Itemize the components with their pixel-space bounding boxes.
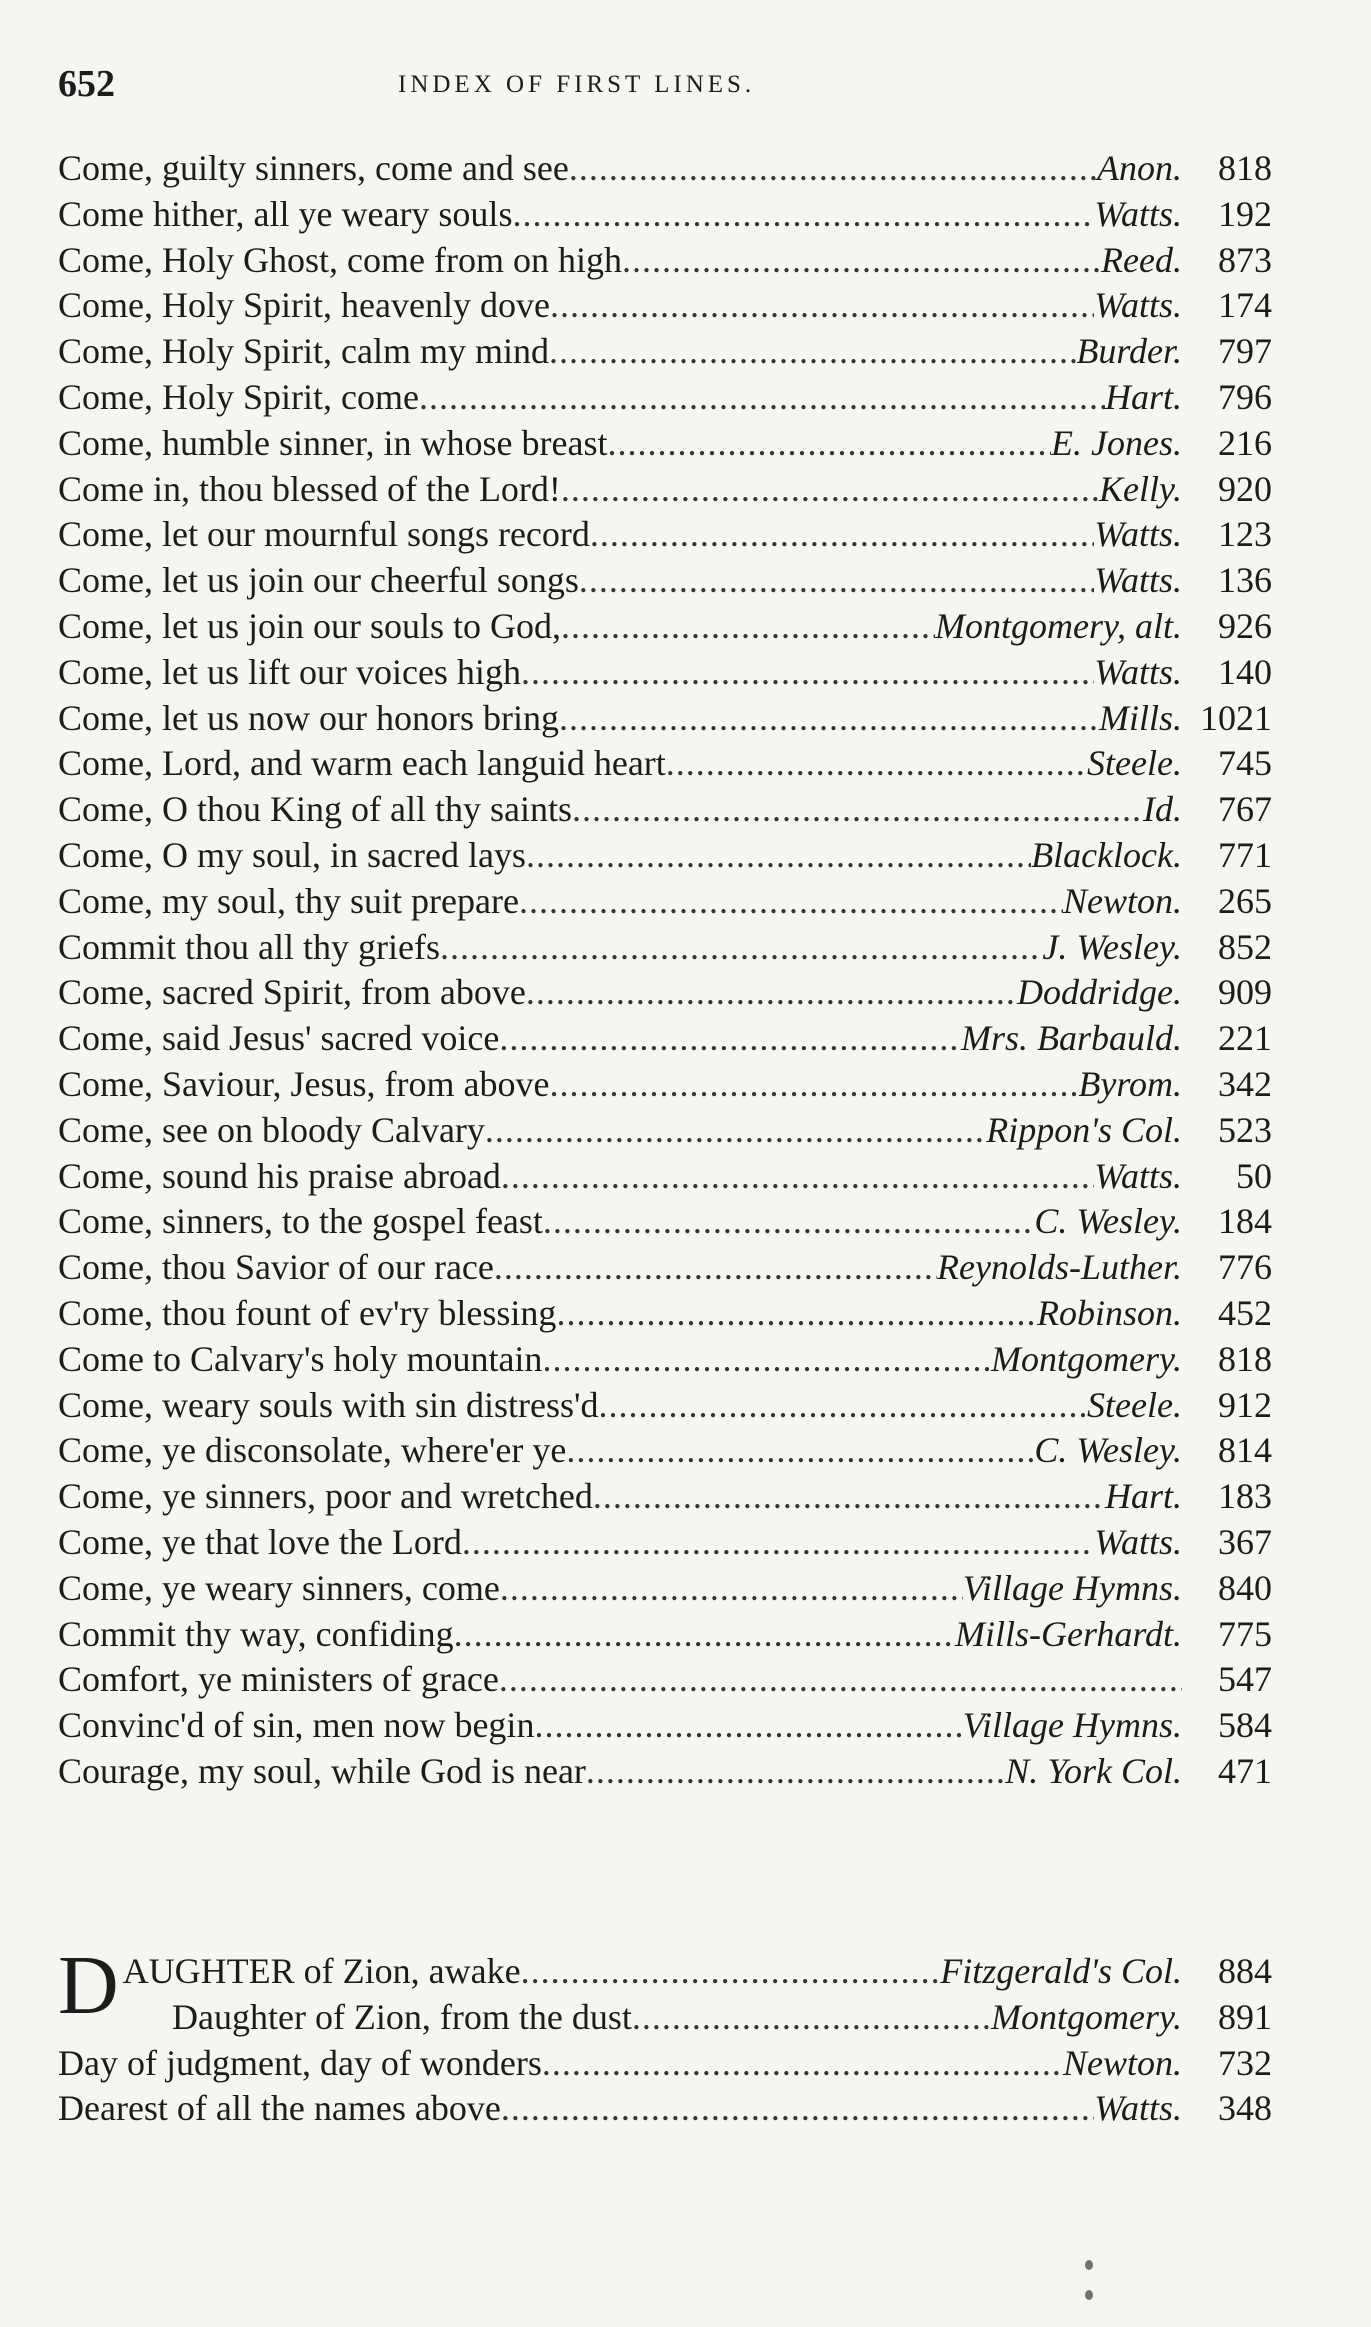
first-line-text: Come, O my soul, in sacred lays	[58, 834, 526, 875]
hymn-number: 471	[1218, 1750, 1272, 1791]
first-line-text: Commit thou all thy griefs	[58, 926, 440, 967]
index-entry	[58, 1062, 1272, 1108]
dot-leader	[519, 879, 1063, 925]
first-line-text: Come, let us join our souls to God,	[58, 605, 561, 646]
author-name: Montgomery.	[991, 1338, 1182, 1379]
first-line-text: Come, O thou King of all thy saints	[58, 789, 572, 830]
author-name: Mills.	[1098, 697, 1182, 738]
index-entry	[58, 2086, 1272, 2132]
first-line-text: Convinc'd of sin, men now begin	[58, 1705, 535, 1746]
index-entry	[58, 1154, 1272, 1200]
hymn-number: 775	[1218, 1613, 1272, 1654]
hymn-number: 796	[1218, 376, 1272, 417]
drop-capital: D	[58, 1939, 119, 2032]
author-name: Rippon's Col.	[986, 1109, 1182, 1150]
author-name: Mills-Gerhardt.	[954, 1613, 1182, 1654]
hymn-number: 523	[1218, 1109, 1272, 1150]
dot-leader	[598, 1383, 1087, 1429]
author-name: Steele.	[1087, 1384, 1182, 1425]
author-name: Montgomery, alt.	[935, 605, 1182, 646]
dot-leader	[579, 558, 1094, 604]
dot-leader	[556, 1291, 1037, 1337]
hymn-number: 123	[1218, 514, 1272, 555]
index-entry	[58, 1428, 1272, 1474]
dot-leader	[566, 1428, 1034, 1474]
index-entry	[58, 1474, 1272, 1520]
dot-leader	[569, 146, 1097, 192]
author-name: N. York Col.	[1005, 1750, 1182, 1791]
author-name: Watts.	[1094, 1521, 1182, 1562]
dot-leader	[501, 1154, 1094, 1200]
author-name: Newton.	[1062, 2042, 1182, 2083]
dot-leader	[526, 833, 1031, 879]
dot-leader	[499, 1016, 961, 1062]
page-header	[58, 62, 1272, 106]
index-entry	[58, 650, 1272, 696]
dot-leader	[550, 283, 1094, 329]
dot-leader	[607, 421, 1051, 467]
index-page	[58, 62, 1272, 2129]
index-entry	[58, 283, 1272, 329]
author-name: Hart.	[1104, 376, 1182, 417]
dot-leader	[485, 1108, 986, 1154]
hymn-number: 1021	[1200, 697, 1272, 738]
dot-leader	[499, 1657, 1182, 1703]
hymn-number: 818	[1218, 148, 1272, 188]
dot-leader	[543, 1199, 1034, 1245]
index-entry	[58, 1749, 1272, 1795]
first-line-text: Come, Holy Spirit, calm my mind	[58, 331, 549, 372]
first-line-text: Come, my soul, thy suit prepare	[58, 880, 519, 921]
first-line-text: Come, said Jesus' sacred voice	[58, 1018, 500, 1059]
first-line-text: Come, see on bloody Calvary	[58, 1109, 485, 1150]
dot-leader	[521, 1949, 941, 1995]
dot-leader	[526, 970, 1017, 1016]
first-line-text: Come, let our mournful songs record	[58, 514, 590, 555]
dot-leader	[572, 787, 1143, 833]
index-entry	[58, 1703, 1272, 1749]
first-line-text: Come to Calvary's holy mountain	[58, 1338, 543, 1379]
dot-leader	[521, 650, 1094, 696]
index-entry	[58, 787, 1272, 833]
first-line-text: Come, humble sinner, in whose breast	[58, 422, 608, 463]
dot-leader	[500, 1566, 963, 1612]
hymn-number: 771	[1218, 834, 1272, 875]
author-name: Id.	[1143, 789, 1182, 830]
dot-leader	[549, 1062, 1078, 1108]
index-entry	[58, 375, 1272, 421]
index-section-d	[58, 1939, 1272, 2132]
hymn-number: 926	[1218, 605, 1272, 646]
dot-leader	[666, 741, 1087, 787]
dot-leader	[501, 2086, 1094, 2132]
first-line-text: Daughter of Zion, from the dust	[172, 1996, 632, 2037]
hymn-number: 136	[1218, 560, 1272, 601]
author-name: Kelly.	[1099, 468, 1182, 509]
author-name: Steele.	[1087, 743, 1182, 784]
first-line-text: Come, ye disconsolate, where'er ye	[58, 1430, 567, 1471]
author-name: Village Hymns.	[962, 1705, 1182, 1746]
author-name: Reynolds-Luther.	[937, 1247, 1182, 1288]
index-entry	[58, 558, 1272, 604]
index-entry	[58, 833, 1272, 879]
first-line-text: Come, Holy Spirit, come	[58, 376, 419, 417]
index-entry	[58, 146, 1272, 192]
first-line-text: Come, Holy Spirit, heavenly dove	[58, 285, 550, 326]
first-line-text: Come, ye that love the Lord	[58, 1521, 462, 1562]
hymn-number: 840	[1218, 1567, 1272, 1608]
author-name: Watts.	[1094, 514, 1182, 555]
dot-leader	[586, 1749, 1005, 1795]
hymn-number: 452	[1218, 1292, 1272, 1333]
hymn-number: 745	[1218, 743, 1272, 784]
author-name: Anon.	[1097, 148, 1182, 188]
index-entry	[58, 329, 1272, 375]
author-name: Newton.	[1062, 880, 1182, 921]
index-entry	[58, 970, 1272, 1016]
first-line-text: Come, thou fount of ev'ry blessing	[58, 1292, 557, 1333]
author-name: Hart.	[1104, 1476, 1182, 1517]
author-name: Reed.	[1101, 239, 1182, 280]
index-entry	[58, 1383, 1272, 1429]
hymn-number: 342	[1218, 1063, 1272, 1104]
hymn-number: 732	[1218, 2042, 1272, 2083]
hymn-number: 909	[1218, 972, 1272, 1013]
hymn-number: 348	[1218, 2088, 1272, 2129]
hymn-number: 221	[1218, 1018, 1272, 1059]
dot-leader	[561, 604, 935, 650]
index-entry	[58, 1245, 1272, 1291]
first-line-text: Comfort, ye ministers of grace	[58, 1659, 499, 1700]
first-line-text: Dearest of all the names above	[58, 2088, 501, 2129]
first-line-rest: AUGHTER of Zion, awake	[122, 1951, 521, 1991]
dot-leader	[419, 375, 1105, 421]
index-entry	[58, 512, 1272, 558]
author-name: Fitzgerald's Col.	[940, 1951, 1182, 1991]
hymn-number: 884	[1218, 1951, 1272, 1991]
author-name: J. Wesley.	[1042, 926, 1182, 967]
hymn-number: 920	[1218, 468, 1272, 509]
hymn-number: 797	[1218, 331, 1272, 372]
hymn-number: 584	[1218, 1705, 1272, 1746]
ink-speck	[1085, 2260, 1093, 2270]
hymn-number: 891	[1218, 1996, 1272, 2037]
author-name: Montgomery.	[991, 1996, 1182, 2037]
index-entry	[58, 1337, 1272, 1383]
hymn-number: 873	[1218, 239, 1272, 280]
index-entry	[58, 1612, 1272, 1658]
author-name: Watts.	[1094, 193, 1182, 234]
index-entry	[58, 467, 1272, 513]
hymn-number: 818	[1218, 1338, 1272, 1379]
first-line-text: Come, ye sinners, poor and wretched	[58, 1476, 593, 1517]
dot-leader	[542, 2041, 1063, 2087]
first-line-text: Come, let us join our cheerful songs	[58, 560, 579, 601]
first-line-text: Come, guilty sinners, come and see	[58, 148, 569, 188]
hymn-number: 767	[1218, 789, 1272, 830]
hymn-number: 367	[1218, 1521, 1272, 1562]
dot-leader	[512, 192, 1094, 238]
dot-leader	[632, 1995, 991, 2041]
author-name: E. Jones.	[1051, 422, 1182, 463]
author-name: Watts.	[1094, 560, 1182, 601]
index-entry	[58, 1291, 1272, 1337]
dot-leader	[590, 512, 1094, 558]
author-name: C. Wesley.	[1034, 1201, 1182, 1242]
first-line-text: Come, Holy Ghost, come from on high	[58, 239, 622, 280]
author-name: Doddridge.	[1017, 972, 1182, 1013]
index-entry	[58, 925, 1272, 971]
dot-leader	[494, 1245, 937, 1291]
dot-leader	[549, 329, 1076, 375]
dot-leader	[440, 925, 1042, 971]
first-line-text: Come, ye weary sinners, come	[58, 1567, 500, 1608]
running-title: INDEX OF FIRST LINES.	[398, 71, 756, 98]
index-entry	[58, 1657, 1272, 1703]
hymn-number: 547	[1218, 1659, 1272, 1700]
author-name: Watts.	[1094, 285, 1182, 326]
dot-leader	[454, 1612, 955, 1658]
index-section-c	[58, 146, 1272, 1795]
index-entry	[58, 238, 1272, 284]
page-number: 652	[58, 63, 115, 105]
hymn-number: 776	[1218, 1247, 1272, 1288]
first-line-text: Come, thou Savior of our race	[58, 1247, 494, 1288]
index-entry	[58, 741, 1272, 787]
index-entry	[58, 2041, 1272, 2087]
first-line-text: Come, let us now our honors bring	[58, 697, 559, 738]
author-name: Watts.	[1094, 651, 1182, 692]
author-name: Burder.	[1076, 331, 1182, 372]
first-line-text: Come, Lord, and warm each languid heart	[58, 743, 666, 784]
index-entry	[58, 1566, 1272, 1612]
dot-leader	[622, 238, 1101, 284]
hymn-number: 174	[1218, 285, 1272, 326]
first-line-text: Come, let us lift our voices high	[58, 651, 521, 692]
dot-leader	[593, 1474, 1105, 1520]
hymn-number: 814	[1218, 1430, 1272, 1471]
first-line-text: Come, weary souls with sin distress'd	[58, 1384, 599, 1425]
dot-leader	[559, 696, 1099, 742]
hymn-number: 192	[1218, 193, 1272, 234]
index-entry	[58, 1016, 1272, 1062]
index-entry	[58, 604, 1272, 650]
first-line-text: Come, sacred Spirit, from above	[58, 972, 526, 1013]
index-entry	[58, 1108, 1272, 1154]
author-name: Watts.	[1094, 2088, 1182, 2129]
author-name: Mrs. Barbauld.	[960, 1018, 1182, 1059]
index-entry	[58, 192, 1272, 238]
hymn-number: 216	[1218, 422, 1272, 463]
first-line-text: Come, Saviour, Jesus, from above	[58, 1063, 550, 1104]
author-name: Watts.	[1094, 1155, 1182, 1196]
author-name: Blacklock.	[1031, 834, 1182, 875]
first-line-text: Come hither, all ye weary souls	[58, 193, 513, 234]
dot-leader	[542, 1337, 991, 1383]
hymn-number: 50	[1236, 1155, 1272, 1196]
author-name: Robinson.	[1036, 1292, 1182, 1333]
ink-speck	[1085, 2290, 1093, 2300]
hymn-number: 140	[1218, 651, 1272, 692]
index-entry	[58, 1199, 1272, 1245]
hymn-number: 265	[1218, 880, 1272, 921]
first-line-text: Come in, thou blessed of the Lord!	[58, 468, 561, 509]
author-name: Byrom.	[1078, 1063, 1182, 1104]
first-line-text: Courage, my soul, while God is near	[58, 1750, 586, 1791]
hymn-number: 184	[1218, 1201, 1272, 1242]
author-name: C. Wesley.	[1034, 1430, 1182, 1471]
hymn-number: 912	[1218, 1384, 1272, 1425]
hymn-number: 183	[1218, 1476, 1272, 1517]
first-line-text: Commit thy way, confiding	[58, 1613, 454, 1654]
author-name: Village Hymns.	[962, 1567, 1182, 1608]
hymn-number: 852	[1218, 926, 1272, 967]
index-entry	[58, 1995, 1272, 2041]
index-entry	[58, 696, 1272, 742]
dot-leader	[462, 1520, 1094, 1566]
index-entry	[58, 1520, 1272, 1566]
first-line-text: Come, sinners, to the gospel feast	[58, 1201, 543, 1242]
first-line-text: Come, sound his praise abroad	[58, 1155, 501, 1196]
dot-leader	[561, 467, 1099, 513]
index-entry	[58, 879, 1272, 925]
dot-leader	[534, 1703, 962, 1749]
first-line-text: Day of judgment, day of wonders	[58, 2042, 542, 2083]
index-entry	[58, 421, 1272, 467]
